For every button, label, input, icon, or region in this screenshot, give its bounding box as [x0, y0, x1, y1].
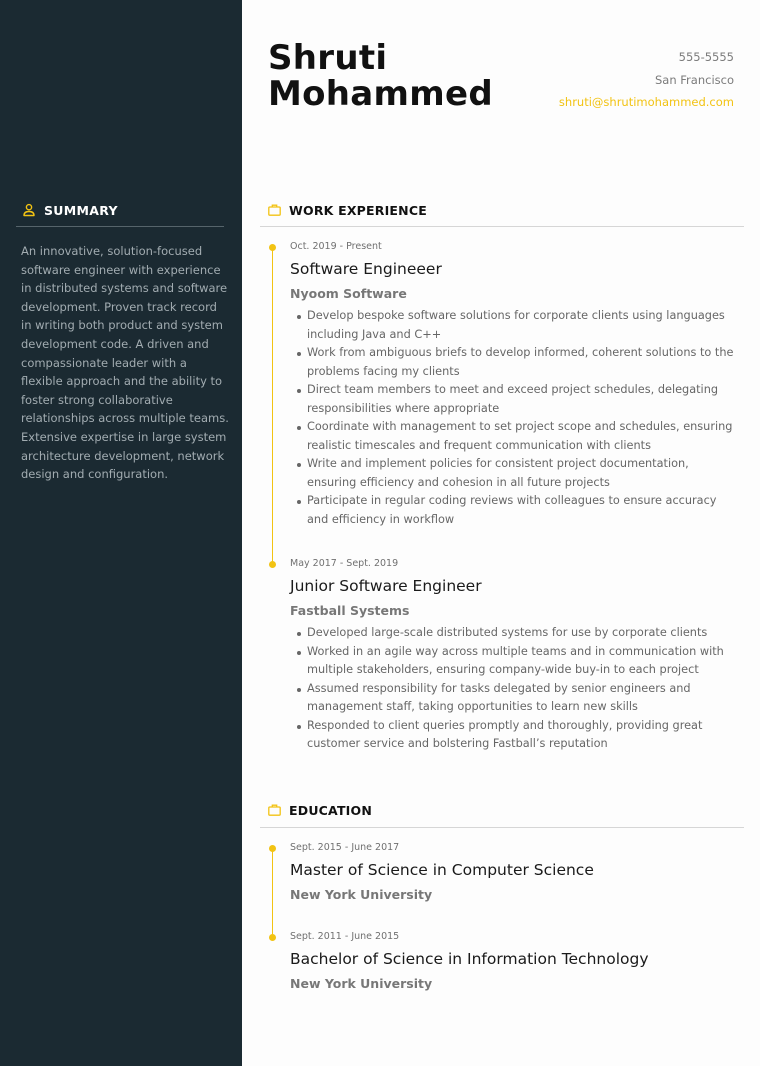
summary-divider [16, 226, 224, 227]
timeline-dot [269, 845, 276, 852]
work-timeline [272, 248, 273, 564]
contact-info [559, 46, 734, 114]
job-dates: May 2017 - Sept. 2019 [290, 558, 399, 569]
education-timeline [272, 848, 273, 936]
list-item: Direct team members to meet and exceed project schedules, delegating responsibilities where appropriate [297, 381, 737, 418]
job-title: Junior Software Engineer [290, 577, 482, 595]
summary-title: SUMMARY [44, 202, 118, 218]
list-item: Developed large-scale distributed systems for use by corporate clients [297, 624, 737, 643]
list-item: Participate in regular coding reviews with colleagues to ensure accuracy and efficiency in workflow [297, 492, 737, 529]
education-dates: Sept. 2015 - June 2017 [290, 842, 400, 853]
school-name: New York University [290, 887, 433, 902]
list-item: Responded to client queries promptly and thoroughly, providing great customer service and bolstering Fastball’s reputation [297, 717, 737, 754]
degree-title: Bachelor of Science in Information Technology [290, 950, 649, 968]
job-dates: Oct. 2019 - Present [290, 241, 382, 252]
list-item: Develop bespoke software solutions for corporate clients using languages including Java and C++ [297, 307, 737, 344]
briefcase-icon [268, 804, 281, 816]
education-title: EDUCATION [289, 802, 373, 818]
briefcase-icon [268, 204, 281, 216]
phone: 555-5555 [678, 50, 734, 64]
summary-text: An innovative, solution-focused software engineer with experience in distributed systems and software development. Proven track record in writing both product and system development code. A driven and compassionate leader with a flexible approach and the ability to foster strong collaborative relationships across multiple teams. Extensive expertise in large system architecture development, network design and configuration. [21, 244, 229, 482]
email-link[interactable]: shruti@shrutimohammed.com [558, 95, 734, 110]
job-title: Software Engineeer [290, 260, 442, 278]
candidate-name [268, 40, 493, 112]
sidebar [0, 0, 242, 1066]
list-item: Worked in an agile way across multiple teams and in communication with multiple stakeholders, ensuring company-wide buy-in to each project [297, 643, 737, 680]
education-divider [260, 827, 744, 828]
work-experience-title: WORK EXPERIENCE [289, 202, 427, 218]
timeline-dot [269, 934, 276, 941]
last-name: Mohammed [268, 74, 493, 114]
work-experience-heading [268, 202, 427, 218]
timeline-dot [269, 561, 276, 568]
summary-heading [22, 202, 118, 218]
timeline-dot [269, 244, 276, 251]
first-name: Shruti [268, 38, 388, 78]
work-divider [260, 226, 744, 227]
education-heading [268, 802, 372, 818]
list-item: Coordinate with management to set project scope and schedules, ensuring realistic timescales and frequent communication with clients [297, 418, 737, 455]
school-name: New York University [290, 976, 433, 991]
education-dates: Sept. 2011 - June 2015 [290, 931, 400, 942]
job-responsibilities [297, 307, 737, 529]
company-name: Nyoom Software [290, 286, 407, 301]
job-responsibilities [297, 624, 737, 754]
person-icon [22, 203, 36, 217]
degree-title: Master of Science in Computer Science [290, 861, 594, 879]
list-item: Work from ambiguous briefs to develop informed, coherent solutions to the problems facing my clients [297, 344, 737, 381]
list-item: Write and implement policies for consistent project documentation, ensuring efficiency and cohesion in all future projects [297, 455, 737, 492]
location: San Francisco [654, 72, 734, 87]
list-item: Assumed responsibility for tasks delegated by senior engineers and management staff, taking opportunities to learn new skills [297, 680, 737, 717]
company-name: Fastball Systems [290, 603, 410, 618]
